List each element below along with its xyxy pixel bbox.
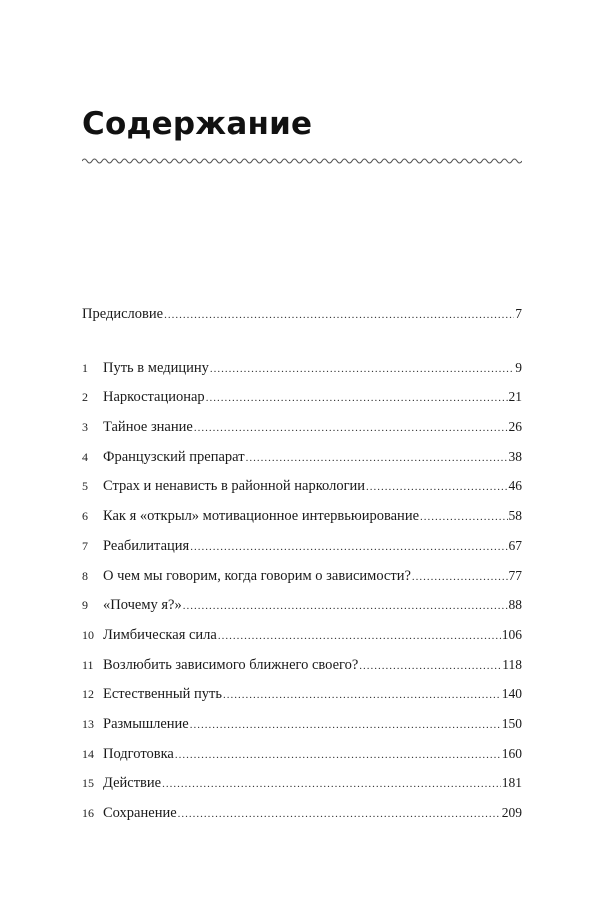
page-title: Содержание — [82, 106, 313, 142]
chapter-number: 12 — [82, 687, 94, 702]
toc-entry[interactable] — [82, 657, 522, 687]
chapter-number: 10 — [82, 627, 94, 642]
toc-entry-label: Естественный путь — [103, 686, 223, 703]
toc-entry[interactable] — [82, 538, 522, 568]
toc-entry-label: Как я «открыл» мотивационное интервьюирование — [103, 508, 420, 525]
dot-leader — [183, 598, 508, 614]
dot-leader — [218, 628, 501, 644]
chapter-number: 11 — [82, 657, 94, 672]
toc-entry-page: 7 — [515, 306, 522, 321]
dot-leader — [366, 479, 507, 495]
chapter-number: 3 — [82, 420, 88, 435]
toc-entry-page: 26 — [508, 419, 522, 435]
toc-entry[interactable] — [82, 716, 522, 746]
chapter-number: 15 — [82, 776, 94, 791]
toc-entry-label: Размышление — [103, 715, 189, 732]
toc-entry-label: Наркостационар — [103, 389, 205, 406]
toc-entry-page: 9 — [515, 359, 522, 375]
toc-entry-label: Сохранение — [103, 805, 177, 821]
toc-entry-label: Путь в медицину — [103, 359, 209, 376]
toc-entry-page: 209 — [501, 805, 522, 820]
dot-leader — [359, 658, 501, 674]
toc-entry-page: 38 — [508, 448, 522, 464]
dot-leader — [223, 687, 501, 703]
chapter-list — [82, 360, 522, 835]
toc-entry[interactable] — [82, 627, 522, 657]
dot-leader — [175, 747, 501, 763]
toc-entry[interactable] — [82, 568, 522, 598]
dot-leader — [246, 450, 508, 466]
dot-leader — [412, 569, 508, 585]
chapter-number: 2 — [82, 390, 88, 405]
toc-entry[interactable] — [82, 360, 522, 390]
dot-leader — [420, 509, 507, 525]
chapter-number: 13 — [82, 716, 94, 731]
chapter-number: 9 — [82, 598, 88, 613]
toc-entry[interactable] — [82, 775, 522, 805]
dot-leader — [206, 390, 508, 406]
toc-entry-page: 150 — [501, 715, 522, 731]
toc-entry-label: Реабилитация — [103, 537, 190, 554]
toc-entry-label: «Почему я?» — [103, 597, 182, 614]
toc-entry-page: 58 — [508, 508, 522, 524]
toc-entry[interactable] — [82, 686, 522, 716]
chapter-number: 4 — [82, 449, 88, 464]
toc-entry-label: Действие — [103, 775, 162, 792]
toc-entry-page: 118 — [502, 656, 522, 672]
chapter-number: 6 — [82, 509, 88, 524]
toc-entry-page: 140 — [501, 686, 522, 702]
toc-entry-label: Подготовка — [103, 745, 174, 762]
dot-leader — [162, 776, 501, 792]
wavy-divider — [82, 155, 522, 167]
toc-entry-label: Предисловие — [82, 306, 164, 322]
toc-entry-page: 77 — [508, 567, 522, 583]
chapter-number: 1 — [82, 360, 88, 375]
toc-entry-page: 46 — [508, 478, 522, 494]
toc-entry-page: 181 — [501, 775, 522, 791]
toc-entry[interactable] — [82, 508, 522, 538]
dot-leader — [178, 806, 501, 822]
toc-entry-preface[interactable] — [82, 306, 522, 336]
toc-entry[interactable] — [82, 419, 522, 449]
chapter-number: 16 — [82, 806, 94, 820]
toc-entry-label: Страх и ненависть в районной наркологии — [103, 478, 366, 495]
dot-leader — [190, 539, 507, 555]
toc-entry-page: 160 — [501, 745, 522, 761]
toc-entry[interactable] — [82, 746, 522, 776]
toc-entry-page: 88 — [508, 597, 522, 613]
chapter-number: 14 — [82, 746, 94, 761]
toc-entry-label: О чем мы говорим, когда говорим о зависимости? — [103, 567, 411, 584]
table-of-contents — [82, 306, 522, 835]
chapter-number: 7 — [82, 538, 88, 553]
toc-entry-page: 67 — [508, 537, 522, 553]
dot-leader — [194, 420, 508, 436]
toc-entry[interactable] — [82, 478, 522, 508]
chapter-number: 8 — [82, 568, 88, 583]
toc-entry[interactable] — [82, 389, 522, 419]
dot-leader — [190, 717, 501, 733]
toc-entry[interactable] — [82, 805, 522, 835]
toc-entry[interactable] — [82, 597, 522, 627]
dot-leader — [210, 361, 514, 377]
toc-entry-label: Тайное знание — [103, 419, 193, 436]
toc-entry-page: 21 — [508, 389, 522, 405]
toc-entry-label: Лимбическая сила — [103, 626, 217, 643]
toc-entry-label: Французский препарат — [103, 448, 245, 465]
toc-entry-label: Возлюбить зависимого ближнего своего? — [103, 656, 359, 673]
toc-entry[interactable] — [82, 449, 522, 479]
chapter-number: 5 — [82, 479, 88, 494]
dot-leader — [164, 307, 514, 323]
toc-entry-page: 106 — [501, 626, 522, 642]
